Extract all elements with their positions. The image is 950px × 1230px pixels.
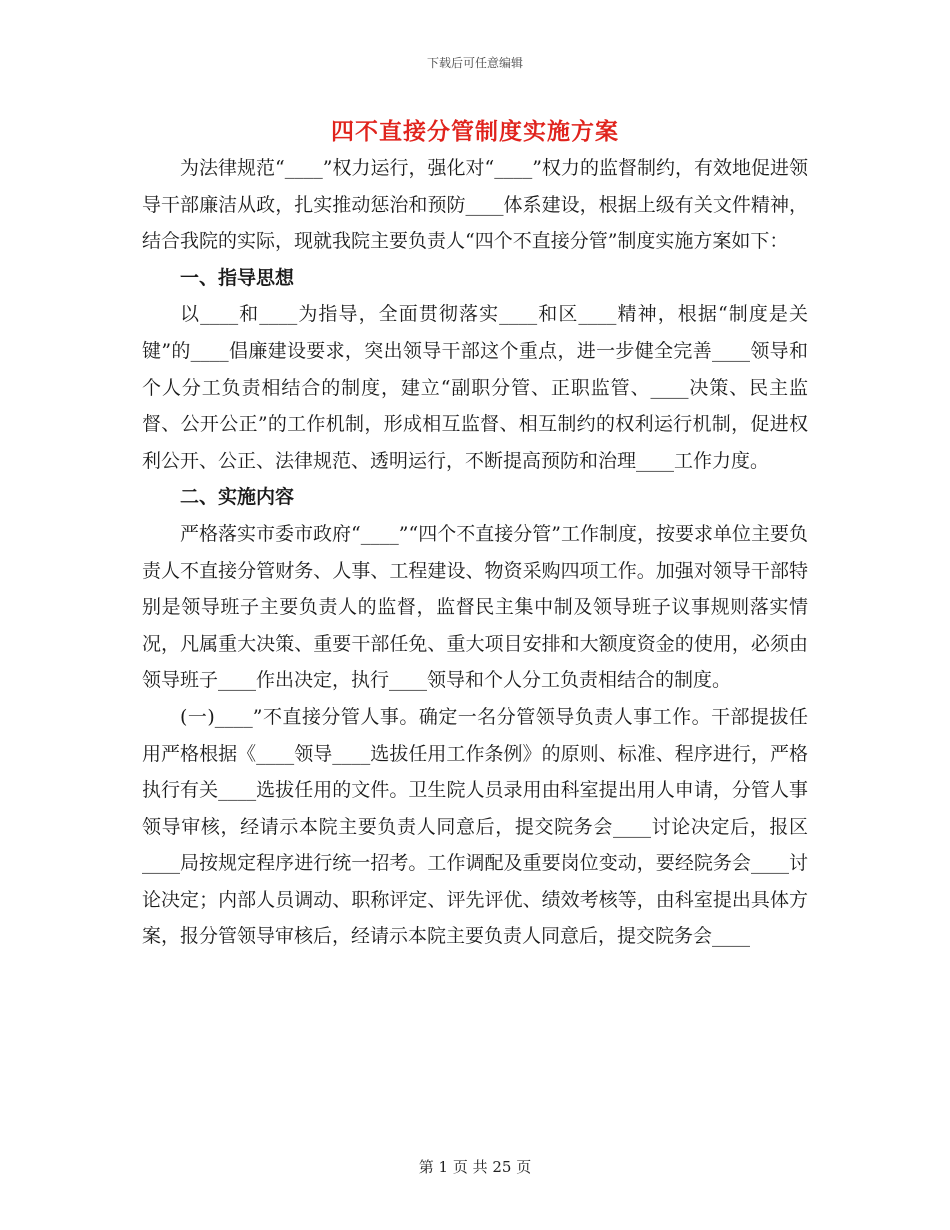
personnel-paragraph: (一)____”不直接分管人事。确定一名分管领导负责人事工作。干部提拔任用严格根据《____领导____选拔任用工作条例》的原则、标准、程序进行，严格执行有关____选拔任用的文件。卫生院人员录用由科室提出用人申请，分管人事领导审核，经请示本院主要负责人同意后，提交院务会____讨论决定后，报区____局按规定程序进行统一招考。工作调配及重要岗位变动，要经院务会____讨论决定；内部人员调动、职称评定、评先评优、绩效考核等，由科室提出具体方案，报分管领导审核后，经请示本院主要负责人同意后，提交院务会____ <box>142 705 808 948</box>
intro-paragraph: 为法律规范“____”权力运行，强化对“____”权力的监督制约，有效地促进领导干部廉洁从政，扎实推动惩治和预防____体系建设，根据上级有关文件精神，结合我院的实际，现就我院主要负责人“四个不直接分管”制度实施方案如下： <box>142 157 808 253</box>
document-title: 四不直接分管制度实施方案 <box>331 118 619 145</box>
document-body <box>142 150 808 955</box>
section-heading-guiding-ideology: 一、指导思想 <box>180 266 295 289</box>
section-heading-implementation: 二、实施内容 <box>180 486 295 509</box>
header-note: 下载后可任意编辑 <box>426 56 523 70</box>
page-number: 第 1 页 共 25 页 <box>418 1158 532 1176</box>
guiding-ideology-paragraph: 以____和____为指导，全面贯彻落实____和区____精神，根据“制度是关键”的____倡廉建设要求，突出领导干部这个重点，进一步健全完善____领导和个人分工负责相结合的制度，建立“副职分管、正职监管、____决策、民主监督、公开公正”的工作机制，形成相互监督、相互制约的权利运行机制，促进权利公开、公正、法律规范、透明运行，不断提高预防和治理____工作力度。 <box>142 303 808 472</box>
implementation-paragraph: 严格落实市委市政府“____”“四个不直接分管”工作制度，按要求单位主要负责人不直接分管财务、人事、工程建设、物资采购四项工作。加强对领导干部特别是领导班子主要负责人的监督，监督民主集中制及领导班子议事规则落实情况，凡属重大决策、重要干部任免、重大项目安排和大额度资金的使用，必须由领导班子____作出决定，执行____领导和个人分工负责相结合的制度。 <box>142 522 808 692</box>
